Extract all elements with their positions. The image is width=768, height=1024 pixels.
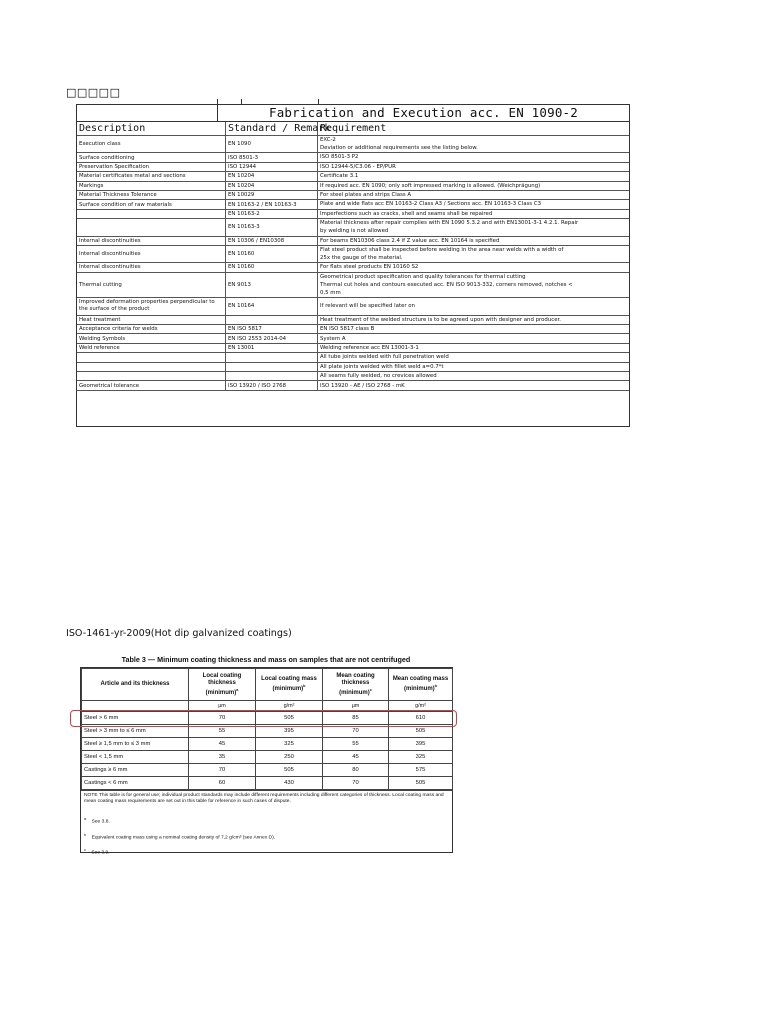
- row-standard: EN ISO 5817: [226, 325, 318, 333]
- row-requirement: [318, 273, 629, 298]
- row-requirement: [318, 334, 629, 342]
- row-description: Acceptance criteria for welds: [77, 325, 226, 333]
- iso-row: [82, 751, 453, 764]
- row-standard: [226, 353, 318, 361]
- row-requirement: [318, 172, 629, 180]
- row-standard: EN 10163-2 / EN 10163-3: [226, 200, 318, 208]
- header-description: Description: [77, 122, 226, 135]
- iso-unit: µm: [323, 701, 389, 712]
- row-standard: EN 10306 / EN10308: [226, 237, 318, 245]
- iso-header-mean-mass: Mean coating mass (minimum)$^b$: [389, 669, 453, 701]
- iso-unit: g/m²: [389, 701, 453, 712]
- iso-header-local-thickness: Local coating thickness (minimum)$^a$: [189, 669, 256, 701]
- iso-value-cell: 35: [189, 751, 256, 764]
- highlight-steel-row: [70, 710, 457, 727]
- fabrication-row: [77, 381, 629, 390]
- iso-article-cell: Steel ≥ 1,5 mm to ≤ 3 mm: [82, 738, 189, 751]
- row-requirement: [318, 163, 629, 171]
- requirement-line: System A: [320, 335, 346, 342]
- requirement-line: For steel plates and strips Class A: [320, 192, 412, 199]
- row-description: [77, 353, 226, 361]
- requirement-line: Geometrical product specification and quality tolerances for thermal cutting: [320, 273, 526, 280]
- row-requirement: [318, 325, 629, 333]
- requirement-line: ISO 12944-5/C3.06 - EP/PUR: [320, 163, 396, 170]
- iso-unit: g/m²: [256, 701, 323, 712]
- row-description: Surface condition of raw materials: [77, 200, 226, 208]
- iso-value-cell: 55: [323, 738, 389, 751]
- row-standard: [226, 363, 318, 371]
- iso-row: [82, 777, 453, 790]
- requirement-line: Imperfections such as cracks, shell and seams shall be repaired: [320, 210, 493, 217]
- requirement-line: EN ISO 5817 class B: [320, 326, 375, 333]
- iso-value-cell: 395: [389, 738, 453, 751]
- header-standard: Standard / Remark: [228, 123, 331, 134]
- iso-value-cell: 575: [389, 764, 453, 777]
- row-description: Internal discontinuities: [77, 263, 226, 271]
- iso-value-cell: 70: [323, 725, 389, 738]
- iso-value-cell: 505: [389, 777, 453, 790]
- row-standard: EN 13001: [226, 344, 318, 352]
- row-standard: EN 9013: [226, 273, 318, 298]
- iso-value-cell: 45: [189, 738, 256, 751]
- row-description: Welding Symbols: [77, 334, 226, 342]
- iso-value-cell: 505: [256, 712, 323, 725]
- iso-note: NOTE This table is for general use; individual product standards may include different requirements including different categories of thickness. Local coating mass and mean coating mass requirements are set out in this table for reference in such cases of dispute.: [81, 790, 452, 810]
- row-description: Internal discontinuities: [77, 237, 226, 245]
- requirement-line: If relevant will be specified later on: [320, 303, 415, 310]
- row-standard: ISO 13920 / ISO 2768: [226, 381, 318, 389]
- iso-value-cell: 325: [389, 751, 453, 764]
- row-standard: EN 10029: [226, 191, 318, 199]
- iso-value-cell: 70: [189, 712, 256, 725]
- footnote-a: $^a$ See 3.8.: [84, 817, 110, 825]
- fabrication-title: Fabrication and Execution acc. EN 1090-2: [217, 105, 629, 121]
- row-standard: EN 10163-3: [226, 219, 318, 235]
- requirement-line: by welding is not allowed: [320, 228, 389, 235]
- iso-value-cell: 60: [189, 777, 256, 790]
- iso-value-cell: 325: [256, 738, 323, 751]
- iso-value-cell: 430: [256, 777, 323, 790]
- row-standard: EN 1090: [226, 136, 318, 152]
- requirement-line: Welding reference acc EN 13001-3-1: [320, 344, 419, 351]
- iso-value-cell: 70: [323, 777, 389, 790]
- row-requirement: [318, 237, 629, 245]
- iso-header-mean-thickness: Mean coating thickness (minimum)$^c$: [323, 669, 389, 701]
- fabrication-row: [77, 246, 629, 263]
- row-requirement: [318, 353, 629, 361]
- row-standard: [226, 316, 318, 324]
- row-standard: ISO 8501-3: [226, 153, 318, 161]
- row-requirement: [318, 153, 629, 161]
- fabrication-row: [77, 210, 629, 219]
- row-standard: EN 10163-2: [226, 210, 318, 218]
- requirement-line: All tube joints welded with full penetration weld: [320, 354, 449, 361]
- row-description: Material certificates metal and sections: [77, 172, 226, 180]
- iso-article-cell: Steel > 6 mm: [82, 712, 189, 725]
- fabrication-row: [77, 316, 629, 325]
- iso-row: [82, 738, 453, 751]
- requirement-line: ISO 8501-3 P2: [320, 154, 359, 161]
- iso-value-cell: 45: [323, 751, 389, 764]
- row-description: Surface conditioning: [77, 153, 226, 161]
- requirement-line: Heat treatment of the welded structure is to be agreed upon with designer and producer.: [320, 316, 561, 323]
- requirement-line: 0,5 mm: [320, 290, 341, 297]
- row-description: Preservation Specification: [77, 163, 226, 171]
- requirement-line: Thermal cut holes and contours executed acc. EN ISO 9013-332, corners removed, notches <: [320, 281, 573, 288]
- row-description: Thermal cutting: [77, 273, 226, 298]
- row-description: Internal discontinuities: [77, 246, 226, 262]
- requirement-line: All seams fully welded, no crevices allowed: [320, 373, 437, 380]
- requirement-line: 25x the gauge of the material.: [320, 255, 403, 262]
- row-description: Geometrical tolerance: [77, 381, 226, 389]
- fabrication-row: [77, 353, 629, 362]
- iso-header-row: [82, 669, 453, 701]
- requirement-line: ISO 13920 - AE / ISO 2768 - mK: [320, 382, 405, 389]
- iso-table-title: Table 3 — Minimum coating thickness and mass on samples that are not centrifuged: [121, 655, 411, 664]
- row-standard: EN 10164: [226, 298, 318, 314]
- requirement-line: For beams EN10306 class 2.4 if Z value acc. EN 10164 is specified: [320, 237, 500, 244]
- row-requirement: [318, 363, 629, 371]
- fabrication-title-row: [77, 105, 629, 122]
- row-requirement: [318, 298, 629, 314]
- row-requirement: [318, 200, 629, 208]
- row-standard: [226, 372, 318, 380]
- iso-footnotes: [81, 810, 452, 863]
- page-heading: □□□□□: [66, 86, 121, 99]
- iso-header-local-mass: Local coating mass (minimum)$^b$: [256, 669, 323, 701]
- fabrication-row: [77, 334, 629, 343]
- row-standard: EN ISO 2553 2014-04: [226, 334, 318, 342]
- row-description: Heat treatment: [77, 316, 226, 324]
- row-description: Markings: [77, 182, 226, 190]
- fabrication-row: [77, 136, 629, 153]
- iso-value-cell: 250: [256, 751, 323, 764]
- fabrication-row: [77, 219, 629, 236]
- row-requirement: [318, 316, 629, 324]
- row-description: [77, 372, 226, 380]
- requirement-line: For flats steel products EN 10160 S2: [320, 264, 419, 271]
- iso-article-cell: Steel < 1,5 mm: [82, 751, 189, 764]
- iso-value-cell: 610: [389, 712, 453, 725]
- fabrication-header-row: [77, 122, 629, 136]
- requirement-line: EXC-2: [320, 137, 336, 143]
- iso-value-cell: 80: [323, 764, 389, 777]
- fabrication-row: [77, 200, 629, 209]
- row-requirement: [318, 210, 629, 218]
- row-requirement: [318, 136, 629, 152]
- row-description: [77, 219, 226, 235]
- row-requirement: [318, 182, 629, 190]
- row-requirement: [318, 219, 629, 235]
- fabrication-row: [77, 273, 629, 299]
- iso-value-cell: 395: [256, 725, 323, 738]
- fabrication-row: [77, 237, 629, 246]
- footnote-b: $^b$ Equivalent coating mass using a nominal coating density of 7,2 g/cm³ (see Annex D).: [84, 832, 276, 841]
- row-requirement: [318, 344, 629, 352]
- iso-row: [82, 764, 453, 777]
- footnote-c: $^c$ See 3.9.: [84, 848, 110, 856]
- iso-value-cell: 70: [189, 764, 256, 777]
- row-description: Material Thickness Tolerance: [77, 191, 226, 199]
- row-description: [77, 210, 226, 218]
- requirement-line: Certificate 3.1: [320, 173, 359, 180]
- fabrication-row: [77, 325, 629, 334]
- row-requirement: [318, 263, 629, 271]
- fabrication-row: [77, 298, 629, 315]
- fabrication-row: [77, 172, 629, 181]
- row-standard: EN 10160: [226, 246, 318, 262]
- requirement-line: Deviation or additional requirements see the listing below.: [320, 145, 478, 152]
- row-description: Improved deformation properties perpendicular to the surface of the product: [77, 298, 226, 314]
- requirement-line: Plate and wide flats acc EN 10163-2 Class A3 / Sections acc. EN 10163-3 Class C3: [320, 201, 542, 208]
- iso-caption: ISO-1461-yr-2009(Hot dip galvanized coatings): [66, 628, 292, 639]
- requirement-line: Flat steel product shall be inspected before welding in the area near welds with a width of: [320, 246, 564, 253]
- fabrication-row: [77, 182, 629, 191]
- iso-value-cell: 505: [256, 764, 323, 777]
- requirement-line: All plate joints welded with fillet weld a=0.7*t: [320, 363, 444, 370]
- fabrication-row: [77, 191, 629, 200]
- requirement-line: Material thickness after repair complies with EN 1090 5.3.2 and with EN13001-3-1 4.2.1. Repair: [320, 220, 579, 227]
- row-description: [77, 363, 226, 371]
- row-requirement: [318, 381, 629, 389]
- fabrication-row: [77, 372, 629, 381]
- row-standard: EN 10204: [226, 172, 318, 180]
- iso-header-article: Article and its thickness: [82, 669, 189, 701]
- iso-value-cell: 55: [189, 725, 256, 738]
- fabrication-row: [77, 363, 629, 372]
- row-standard: EN 10204: [226, 182, 318, 190]
- header-requirement: Requirement: [320, 123, 387, 134]
- fabrication-row: [77, 153, 629, 162]
- fabrication-body: [77, 136, 629, 391]
- fabrication-row: [77, 263, 629, 272]
- iso-article-cell: Steel > 3 mm to ≤ 6 mm: [82, 725, 189, 738]
- row-standard: EN 10160: [226, 263, 318, 271]
- row-requirement: [318, 372, 629, 380]
- row-description: Weld reference: [77, 344, 226, 352]
- fabrication-row: [77, 163, 629, 172]
- row-requirement: [318, 246, 629, 262]
- row-description: Execution class: [77, 136, 226, 152]
- requirement-line: If required acc. EN 1090; only soft impressed marking is allowed. (Weichprägung): [320, 182, 541, 189]
- row-standard: ISO 12944: [226, 163, 318, 171]
- iso-article-cell: Castings < 6 mm: [82, 777, 189, 790]
- fabrication-table: [76, 104, 630, 427]
- iso-value-cell: 85: [323, 712, 389, 725]
- row-requirement: [318, 191, 629, 199]
- iso-coating-table: [80, 667, 453, 856]
- iso-article-cell: Castings ≥ 6 mm: [82, 764, 189, 777]
- fabrication-row: [77, 344, 629, 353]
- iso-unit: µm: [189, 701, 256, 712]
- iso-value-cell: 505: [389, 725, 453, 738]
